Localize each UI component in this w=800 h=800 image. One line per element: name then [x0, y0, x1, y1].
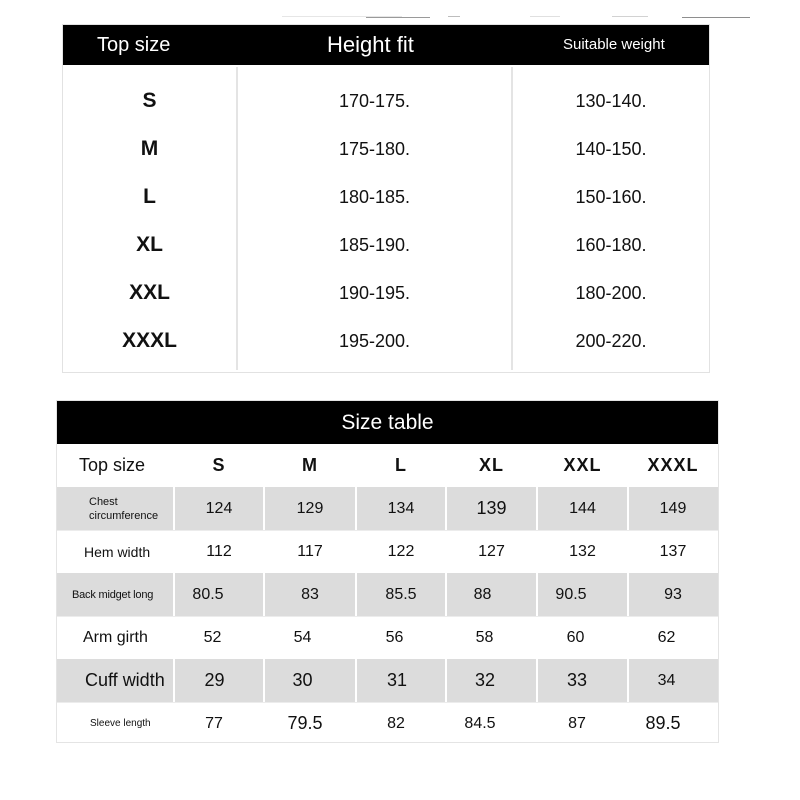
value-cell: 139: [476, 498, 507, 518]
value-cell: 112: [206, 543, 232, 560]
value-cell: 124: [205, 500, 233, 517]
fit-guide-body: [63, 65, 709, 372]
value-cell: 79.5: [287, 713, 323, 733]
fit-height-cell: 170-175.: [338, 91, 411, 111]
fit-weight-cell: 150-160.: [575, 187, 647, 207]
fit-height-cell: 185-190.: [338, 235, 411, 255]
fit-size-cell: L: [143, 185, 156, 208]
row-divider: [57, 702, 718, 703]
column-divider: [536, 444, 538, 742]
column-divider: [263, 444, 265, 742]
fit-size-cell: XXXL: [122, 329, 177, 352]
corner-label: Top size: [79, 455, 146, 475]
fit-weight-cell: 180-200.: [575, 283, 647, 303]
value-cell: 90.5: [555, 586, 587, 603]
value-cell: 30: [292, 670, 313, 690]
fit-height-cell: 175-180.: [338, 139, 411, 159]
top-divider-line: [448, 16, 460, 17]
fit-weight-cell: 200-220.: [575, 331, 647, 351]
row-label: Sleeve length: [90, 718, 151, 729]
fit-row: [63, 134, 709, 164]
fit-size-cell: S: [142, 89, 157, 112]
table-row: [57, 616, 718, 659]
value-cell: 60: [566, 629, 585, 646]
fit-guide-table: [63, 25, 709, 372]
fit-weight-cell: 130-140.: [575, 91, 647, 111]
value-cell: 34: [657, 672, 676, 689]
fit-height-cell: 195-200.: [338, 331, 411, 351]
fit-height-cell: 190-195.: [338, 283, 411, 303]
value-cell: 58: [475, 629, 494, 646]
fit-row: [63, 86, 709, 116]
size-column-header: XL: [478, 455, 504, 475]
fit-size-cell: M: [140, 137, 159, 160]
table-row: [57, 530, 718, 573]
value-cell: 117: [297, 543, 323, 560]
fit-height-cell: 180-185.: [338, 187, 411, 207]
table-row: [57, 487, 718, 530]
row-label: Cuff width: [85, 670, 165, 690]
value-cell: 84.5: [464, 715, 496, 732]
row-divider: [57, 616, 718, 617]
row-label: Arm girth: [83, 628, 148, 646]
size-column-header: M: [302, 455, 318, 475]
value-cell: 31: [386, 670, 408, 690]
value-cell: 127: [478, 543, 505, 560]
value-cell: 132: [569, 543, 596, 560]
size-column-header: L: [395, 455, 407, 475]
fit-guide-header: [63, 25, 709, 65]
value-cell: 32: [474, 670, 496, 690]
value-cell: 56: [385, 629, 404, 646]
column-divider: [173, 444, 175, 742]
top-divider-line: [530, 16, 560, 17]
header-top-size: Top size: [97, 34, 171, 56]
fit-weight-cell: 160-180.: [575, 235, 647, 255]
value-cell: 129: [296, 500, 324, 517]
table-row: [57, 659, 718, 702]
value-cell: 54: [293, 629, 312, 646]
size-measurement-table: [57, 401, 718, 742]
table-row: [57, 573, 718, 616]
top-divider-line: [366, 17, 430, 18]
top-divider-line: [682, 17, 750, 18]
size-column-header: XXXL: [647, 455, 699, 475]
size-header-row: [57, 444, 718, 487]
size-column-header: S: [212, 455, 226, 475]
value-cell: 122: [387, 543, 415, 560]
value-cell: 89.5: [645, 713, 681, 733]
fit-size-cell: XXL: [129, 281, 170, 304]
fit-row: [63, 326, 709, 356]
value-cell: 137: [659, 543, 687, 560]
column-divider: [355, 444, 357, 742]
value-cell: 33: [566, 670, 588, 690]
fit-row: [63, 182, 709, 212]
value-cell: 85.5: [385, 586, 417, 603]
value-cell: 62: [657, 629, 676, 646]
fit-weight-cell: 140-150.: [575, 139, 647, 159]
value-cell: 82: [387, 715, 405, 732]
value-cell: 93: [664, 586, 682, 603]
size-table-title: Size table: [57, 401, 718, 444]
value-cell: 88: [473, 586, 492, 603]
value-cell: 83: [301, 586, 319, 603]
value-cell: 80.5: [192, 586, 224, 603]
header-height-fit: Height fit: [327, 32, 414, 57]
table-row: [57, 702, 718, 745]
row-label: Chest circumference: [89, 495, 159, 522]
top-divider-line: [612, 16, 648, 17]
value-cell: 87: [568, 715, 586, 732]
value-cell: 77: [205, 715, 223, 732]
size-column-header: XXL: [563, 455, 602, 475]
row-label: Back midget long: [72, 588, 154, 601]
row-divider: [57, 530, 718, 531]
fit-size-cell: XL: [136, 233, 163, 256]
header-suitable-weight: Suitable weight: [563, 36, 665, 53]
value-cell: 149: [659, 500, 687, 517]
row-label: Hem width: [84, 543, 151, 560]
value-cell: 52: [203, 629, 222, 646]
value-cell: 134: [387, 500, 415, 517]
value-cell: 144: [569, 500, 596, 517]
value-cell: 29: [204, 670, 225, 690]
column-divider: [627, 444, 629, 742]
fit-row: [63, 278, 709, 308]
column-divider: [445, 444, 447, 742]
fit-row: [63, 230, 709, 260]
